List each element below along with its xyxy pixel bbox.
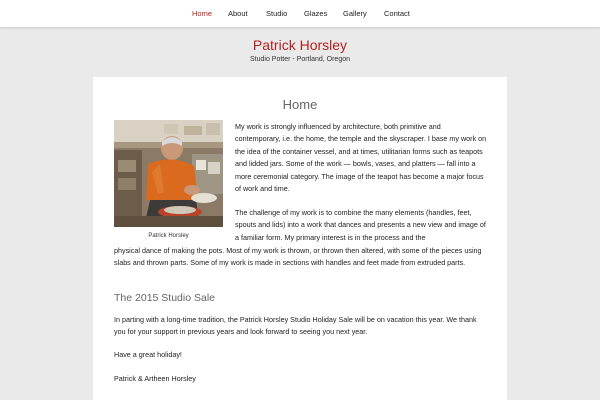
site-title[interactable]: Patrick Horsley	[252, 37, 348, 53]
holiday-greeting: Have a great holiday!	[114, 350, 182, 359]
nav-item-studio[interactable]: Studio	[266, 9, 288, 18]
nav-item-about[interactable]: About	[228, 9, 248, 18]
page-title: Home	[282, 97, 318, 112]
site-tagline: Studio Potter - Portland, Oregon	[250, 56, 350, 63]
nav-item-glazes[interactable]: Glazes	[304, 9, 328, 18]
signature-line: Patrick & Artheen Horsley	[114, 374, 196, 383]
nav-item-contact[interactable]: Contact	[384, 9, 410, 18]
section-title-studio-sale: The 2015 Studio Sale	[114, 292, 215, 304]
top-navigation-bar	[0, 0, 600, 28]
challenge-paragraph-start: The challenge of my work is to combine the many elements (handles, feet, spouts and lids) into a work that dances and presents a new view and image of a familiar form. My primary interest is in the process and the	[235, 208, 486, 242]
nav-item-gallery[interactable]: Gallery	[343, 9, 367, 18]
intro-paragraph: My work is strongly influenced by architecture, both primitive and contemporary, i.e. the home, the temple and the skyscraper. I base my work on the idea of the container vessel, and at times, utilitarian forms such as teapots and lidded jars. Some of the work — bowls, vases, and platters — fall into a more ceremonial category. The image of the teapot has become a major focus of work and time.	[235, 122, 487, 194]
challenge-paragraph-continued: physical dance of making the pots. Most of my work is thrown, or thrown then altered, with some of the pieces using slabs and thrown parts. Some of my work is made in sections with handles and feet made from extruded parts.	[114, 246, 482, 268]
potter-photo-illustration	[114, 120, 223, 227]
nav-item-home[interactable]: Home	[192, 9, 213, 18]
main-content	[93, 77, 507, 400]
potter-photo	[114, 120, 223, 227]
photo-caption: Patrick Horsley	[148, 233, 189, 239]
studio-sale-paragraph: In parting with a long-time tradition, the Patrick Horsley Studio Holiday Sale will be on vacation this year. We thank you for your support in previous years and look forward to seeing you next year.	[114, 315, 477, 337]
